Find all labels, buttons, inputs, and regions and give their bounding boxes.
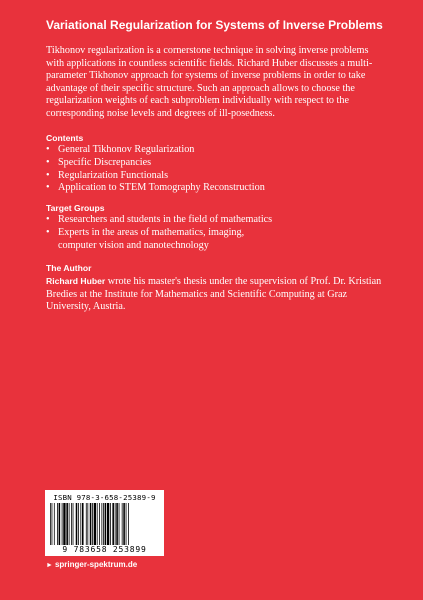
author-name: Richard Huber (46, 276, 106, 286)
list-item: • Application to STEM Tomography Reconstruction (46, 182, 265, 194)
intro-paragraph: Tikhonov regularization is a cornerstone technique in solving inverse problems with applications in countless scientific fields. Richard Huber discusses a multi-parameter Tikhonov approach for systems of inverse problems in order to take advantage of their specific structure. Such an approach allows to choose the regularization weights of each subproblem individually with respect to the corresponding noise levels and degrees of ill-posedness. (46, 45, 373, 119)
author-heading: The Author (46, 263, 92, 273)
barcode-digits: 9 783658 253899 (62, 545, 147, 554)
website-label: springer-spektrum.de (54, 560, 138, 569)
bullet-icon: • (46, 144, 50, 155)
book-title: Variational Regularization for Systems of Inverse Problems (46, 18, 383, 32)
list-item: • Specific Discrepancies (46, 156, 152, 168)
list-item: • Regularization Functionals (46, 169, 169, 181)
bullet-icon: • (46, 156, 50, 168)
bullet-icon: • (46, 182, 50, 194)
target-groups-heading: Target Groups (46, 203, 105, 213)
bullet-icon: • (46, 214, 50, 225)
contents-list (46, 144, 376, 195)
author-paragraph (46, 275, 386, 314)
contents-heading: Contents (46, 133, 84, 143)
arrow-right-icon: ► (46, 562, 53, 569)
publisher-website[interactable] (46, 560, 137, 569)
bullet-icon: • (46, 169, 50, 181)
target-groups-list (46, 214, 376, 252)
author-bio: wrote his master's thesis under the supervision of Prof. Dr. Kristian Bredies at the Institute for Mathematics and Scientific Computing at Graz University, Austria. (46, 276, 382, 313)
list-item: • General Tikhonov Regularization (46, 144, 195, 155)
barcode (45, 490, 164, 556)
list-item: • Experts in the areas of mathematics, imaging, computer vision and nanotechnology (46, 226, 245, 251)
list-item: • Researchers and students in the field of mathematics (46, 214, 273, 225)
bullet-icon: • (46, 226, 50, 238)
barcode-bars (49, 503, 160, 545)
isbn-number: ISBN 978-3-658-25389-9 (53, 493, 156, 502)
